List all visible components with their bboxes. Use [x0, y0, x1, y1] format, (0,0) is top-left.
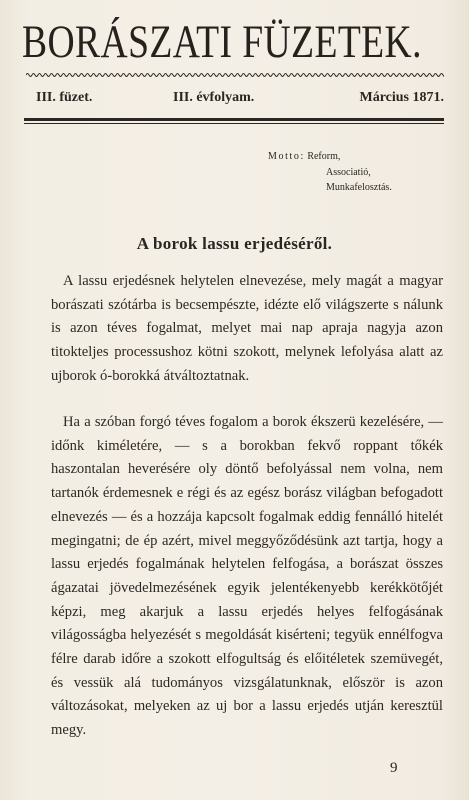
- volume-label: III. évfolyam.: [173, 90, 255, 105]
- motto-item: Munkafelosztás.: [326, 182, 392, 193]
- issue-number: III. füzet.: [36, 90, 93, 105]
- page-number: 9: [390, 760, 398, 776]
- article-paragraph: A lassu erjedésnek helytelen elnevezése, mely magát a magyar borászati szótárba is becsempészte, idézte elő világszerte s nálunk is azon téves fogalmat, melyet mai nap apraja nagyja azon titokteljes processushoz kötni szokott, melynek lefolyása alatt az ujborok ó-borokká átváltoztatnak.: [51, 273, 443, 384]
- issue-info-line: [26, 90, 444, 110]
- header-double-rule: [24, 118, 444, 124]
- motto-label: Motto:: [268, 151, 305, 162]
- article-title: A borok lassu erjedéséről.: [136, 234, 333, 253]
- article-paragraph: Ha a szóban forgó téves fogalom a borok ékszerü kezelésére, — időnk kiméletére, — s a borokban fekvő roppant tőkék haszontalan heverésére oly döntő befolyással nem volna, nem tartanók érdemesnek e régi és az egész borász világban befogadott elnevezés — és a hozzája kapcsolt fogalmak eddig fennálló hitelét megingatni; de ép azért, mivel meggyőződésünk azt tartja, hogy a lassu erjedés fogalmának helytelen felfogása, a borászat összes ágazatai jövedelmezésének egyik jelentékenyebb kerékkötőjét képzi, meg akarjuk a lassu erjedés helyes felfogásának világosságba helyezését s megoldását kisérteni; tegyük ennélfogva félre darab időre a szokott elfogultság és előitéletek szemüvegét, és vessük alá tudományos vizsgálatunknak, először is azon változásokat, melyeken az uj bor a lassu erjedés utján keresztül megy.: [51, 414, 443, 739]
- motto-block: [268, 149, 392, 196]
- motto-item: Reform,: [307, 151, 341, 162]
- journal-title: BORÁSZATI FÜZETEK.: [22, 16, 422, 68]
- issue-date: Március 1871.: [359, 90, 444, 105]
- motto-item: Associatió,: [326, 166, 371, 178]
- wavy-divider: [26, 70, 444, 80]
